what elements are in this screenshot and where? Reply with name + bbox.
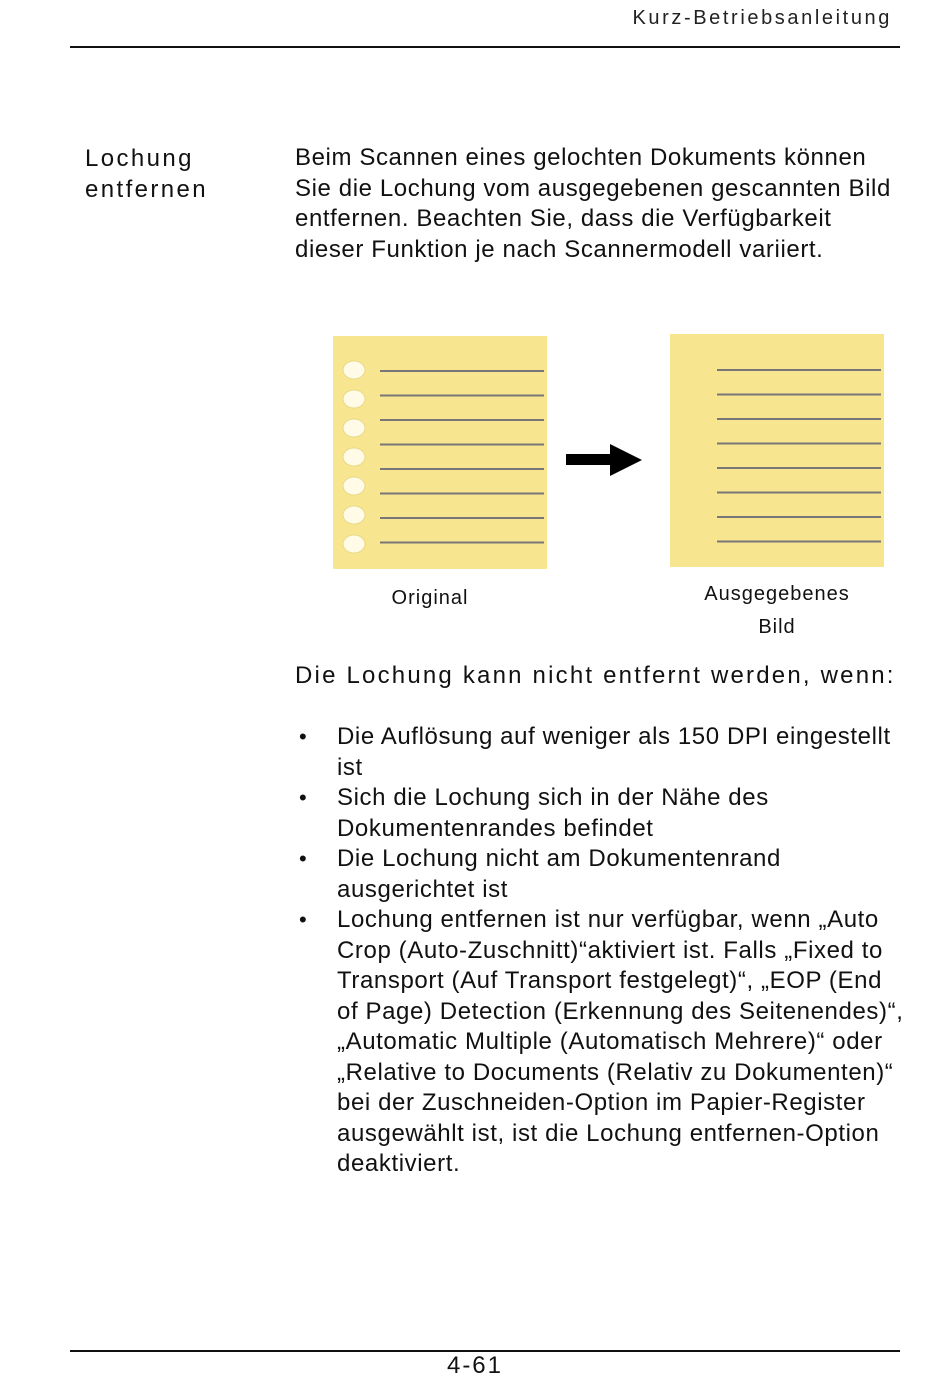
- section-heading: [85, 143, 208, 205]
- original-label: Original: [391, 587, 469, 609]
- intro-paragraph: Beim Scannen eines gelochten Dokuments können Sie die Lochung vom ausgegebenen gescannten Bild entfernen. Beachten Sie, dass die Verfügbarkeit dieser Funktion je nach Scannermodell variiert.: [295, 144, 891, 263]
- output-label: [670, 578, 884, 644]
- figure-illustration: [330, 330, 900, 580]
- punch-hole-icon: [343, 390, 365, 408]
- punch-hole-icon: [343, 419, 365, 437]
- output-label-line-1: Ausgegebenes: [704, 583, 850, 605]
- list-item-text: Lochung entfernen ist nur verfügbar, wenn „Auto Crop (Auto-Zuschnitt)“aktiviert ist. Falls „Fixed to Transport (Auf Transport festgelegt)“, „EOP (End of Page) Detection (Erkennung des Seitenendes)“, „Automatic Multiple (Automatisch Mehrere)“ oder „Relative to Documents (Relativ zu Dokumenten)“ bei der Zuschneiden-Option im Papier-Register ausgewählt ist, ist die Lochung entfernen-Option deaktiviert.: [337, 906, 904, 1177]
- punch-hole-icon: [343, 477, 365, 495]
- list-item: [295, 783, 905, 844]
- hole-removal-figure: [330, 330, 900, 650]
- bullet-icon: •: [299, 907, 308, 932]
- page-number: 4-61: [446, 1352, 504, 1379]
- punch-hole-icon: [343, 448, 365, 466]
- output-page: [670, 334, 884, 567]
- list-item: [295, 905, 905, 1180]
- bullet-icon: •: [299, 846, 308, 871]
- section-heading-line-1: Lochung: [85, 145, 194, 172]
- punch-hole-icon: [343, 506, 365, 524]
- bullet-icon: •: [299, 724, 308, 749]
- list-item-text: Die Auflösung auf weniger als 150 DPI eingestellt ist: [337, 723, 891, 781]
- conditions-list: [295, 722, 905, 1180]
- list-item-text: Die Lochung nicht am Dokumentenrand ausgerichtet ist: [337, 845, 781, 903]
- header-rule: [70, 46, 900, 48]
- right-arrow-icon: [566, 444, 642, 476]
- list-item: [295, 844, 905, 905]
- list-item-text: Sich die Lochung sich in der Nähe des Dokumentenrandes befindet: [337, 784, 769, 842]
- output-label-line-2: Bild: [758, 616, 796, 638]
- bullet-icon: •: [299, 785, 308, 810]
- conditions-intro: Die Lochung kann nicht entfernt werden, wenn:: [295, 662, 896, 689]
- list-item: [295, 722, 905, 783]
- punch-hole-icon: [343, 361, 365, 379]
- running-header: Kurz-Betriebsanleitung: [632, 7, 892, 29]
- section-heading-line-2: entfernen: [85, 176, 209, 203]
- punch-hole-icon: [343, 535, 365, 553]
